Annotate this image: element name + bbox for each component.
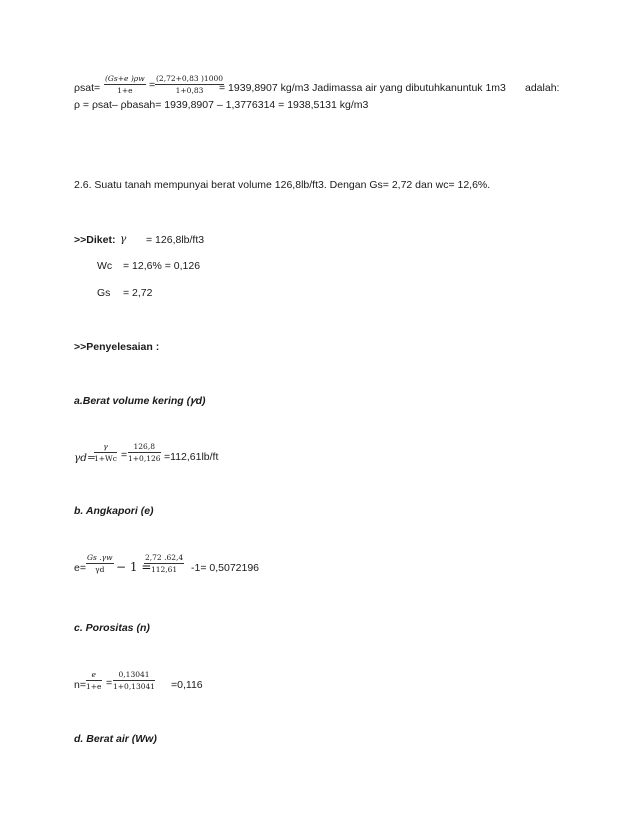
part-a-heading: a.Berat volume kering (𝛾d) [74, 395, 206, 407]
rho-sat-fraction-numeric: $\frac{(2,72+0,83 )1000}{1+0,83}$ [156, 74, 224, 95]
part-a-fraction-numeric: $\frac{126,8}{1+0,126}$ [128, 442, 161, 463]
rho-sat-fraction-symbolic: (𝐺𝑠+𝑒 )𝜌𝑤 1+e [105, 74, 145, 95]
wc-value: = 12,6% = 0,126 [123, 260, 201, 272]
part-b-fraction-numeric: $\frac{2,72 .62,4}{112,61}$ [145, 553, 184, 574]
part-b-minus-one: − 1 = [116, 560, 152, 574]
part-b-lhs: e= [74, 562, 86, 574]
part-c-fraction-symbolic: 𝑒 1+e [86, 670, 102, 691]
part-a-equals: = [121, 449, 128, 461]
part-c-lhs: n= [74, 679, 86, 691]
rho-sat-tail: adalah: [525, 82, 560, 94]
part-c-equals: = [106, 677, 113, 689]
gamma-value: = 126,8lb/ft3 [146, 234, 205, 246]
part-c-fraction-numeric: $\frac{0,13041}{1+0,13041}$ [113, 670, 156, 691]
penyelesaian-heading: >>Penyelesaian : [74, 341, 160, 353]
part-c-heading: c. Porositas (n) [74, 622, 150, 634]
part-a-gamma-symbol: 𝛾 [190, 395, 196, 407]
problem-statement: 2.6. Suatu tanah mempunyai berat volume 126,8lb/ft3. Dengan Gs= 2,72 dan wc= 12,6%. [74, 179, 491, 191]
rho-sat-result: = 1939,8907 kg/m3 Jadimassa air yang dibutuhkanuntuk 1m3 [219, 82, 506, 94]
part-a-fraction-symbolic: 𝛾 1+Wc [94, 442, 117, 463]
part-c-result: =0,116 [171, 679, 203, 691]
part-b-heading: b. Angkapori (e) [74, 505, 154, 517]
wc-label: Wc [97, 260, 113, 272]
gs-value: = 2,72 [123, 287, 153, 299]
part-b-fraction-symbolic: 𝐺𝑠 .𝛾𝑤 γd [87, 553, 113, 574]
part-d-heading: d. Berat air (Ww) [74, 733, 157, 745]
diket-label: >>Diket: [74, 234, 116, 246]
part-a-lhs: 𝛾𝑑= [74, 452, 96, 464]
gamma-symbol: 𝛾 [120, 233, 127, 245]
rho-water-equation: ρ = ρsat– ρbasah= 1939,8907 – 1,3776314 = 1938,5131 kg/m3 [74, 99, 369, 111]
part-b-result: -1= 0,5072196 [191, 562, 260, 574]
rho-sat-equals: = [149, 79, 156, 91]
rho-sat-label: ρsat= [74, 82, 101, 94]
part-a-result: =112,61lb/ft [164, 451, 219, 463]
gs-label: Gs [97, 287, 111, 299]
